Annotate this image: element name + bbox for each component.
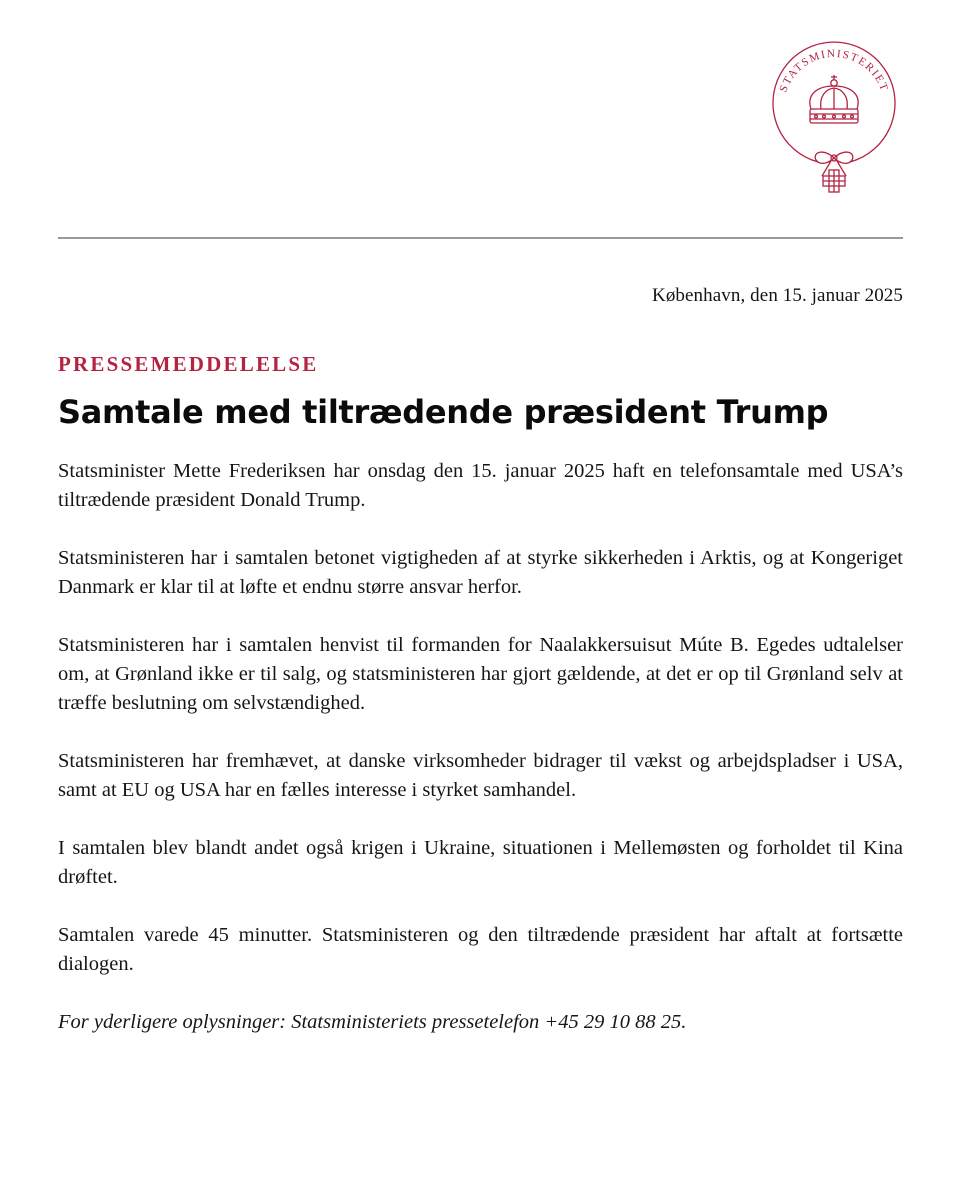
body-paragraph: Statsministeren har fremhævet, at danske virksomheder bidrager til vækst og arbejdspladser i USA, samt at EU og USA har en fælles interesse i styrket samhandel.	[58, 750, 903, 801]
press-contact: For yderligere oplysninger: Statsministeriets pressetelefon +45 29 10 88 25.	[58, 1011, 687, 1033]
body-paragraph: I samtalen blev blandt andet også krigen i Ukraine, situationen i Mellemøsten og forholdet til Kina drøftet.	[58, 837, 903, 888]
svg-text:STATSMINISTERIET	[778, 48, 891, 94]
press-release-body	[58, 457, 903, 1066]
body-paragraph: Samtalen varede 45 minutter. Statsministeren og den tiltrædende præsident har aftalt at fortsætte dialogen.	[58, 924, 903, 975]
body-paragraph: Statsminister Mette Frederiksen har onsdag den 15. januar 2025 haft en telefonsamtale med USA’s tiltrædende præsident Donald Trump.	[58, 460, 903, 511]
page-title: Samtale med tiltrædende præsident Trump	[58, 393, 829, 431]
header-divider	[58, 237, 903, 239]
dateline: København, den 15. januar 2025	[652, 285, 903, 306]
body-paragraph: Statsministeren har i samtalen betonet vigtigheden af at styrke sikkerheden i Arktis, og at Kongeriget Danmark er klar til at løfte et endnu større ansvar herfor.	[58, 547, 903, 598]
document-type-label: PRESSEMEDDELELSE	[58, 352, 319, 376]
seal-text: STATSMINISTERIET	[777, 47, 891, 94]
body-paragraph: Statsministeren har i samtalen henvist til formanden for Naalakkersuisut Múte B. Egedes udtalelser om, at Grønland ikke er til salg, og statsministeren har gjort gældende, at det er op til Grønland selv at træffe beslutning om selvstændighed.	[58, 634, 903, 714]
crown-seal-icon	[766, 36, 902, 200]
